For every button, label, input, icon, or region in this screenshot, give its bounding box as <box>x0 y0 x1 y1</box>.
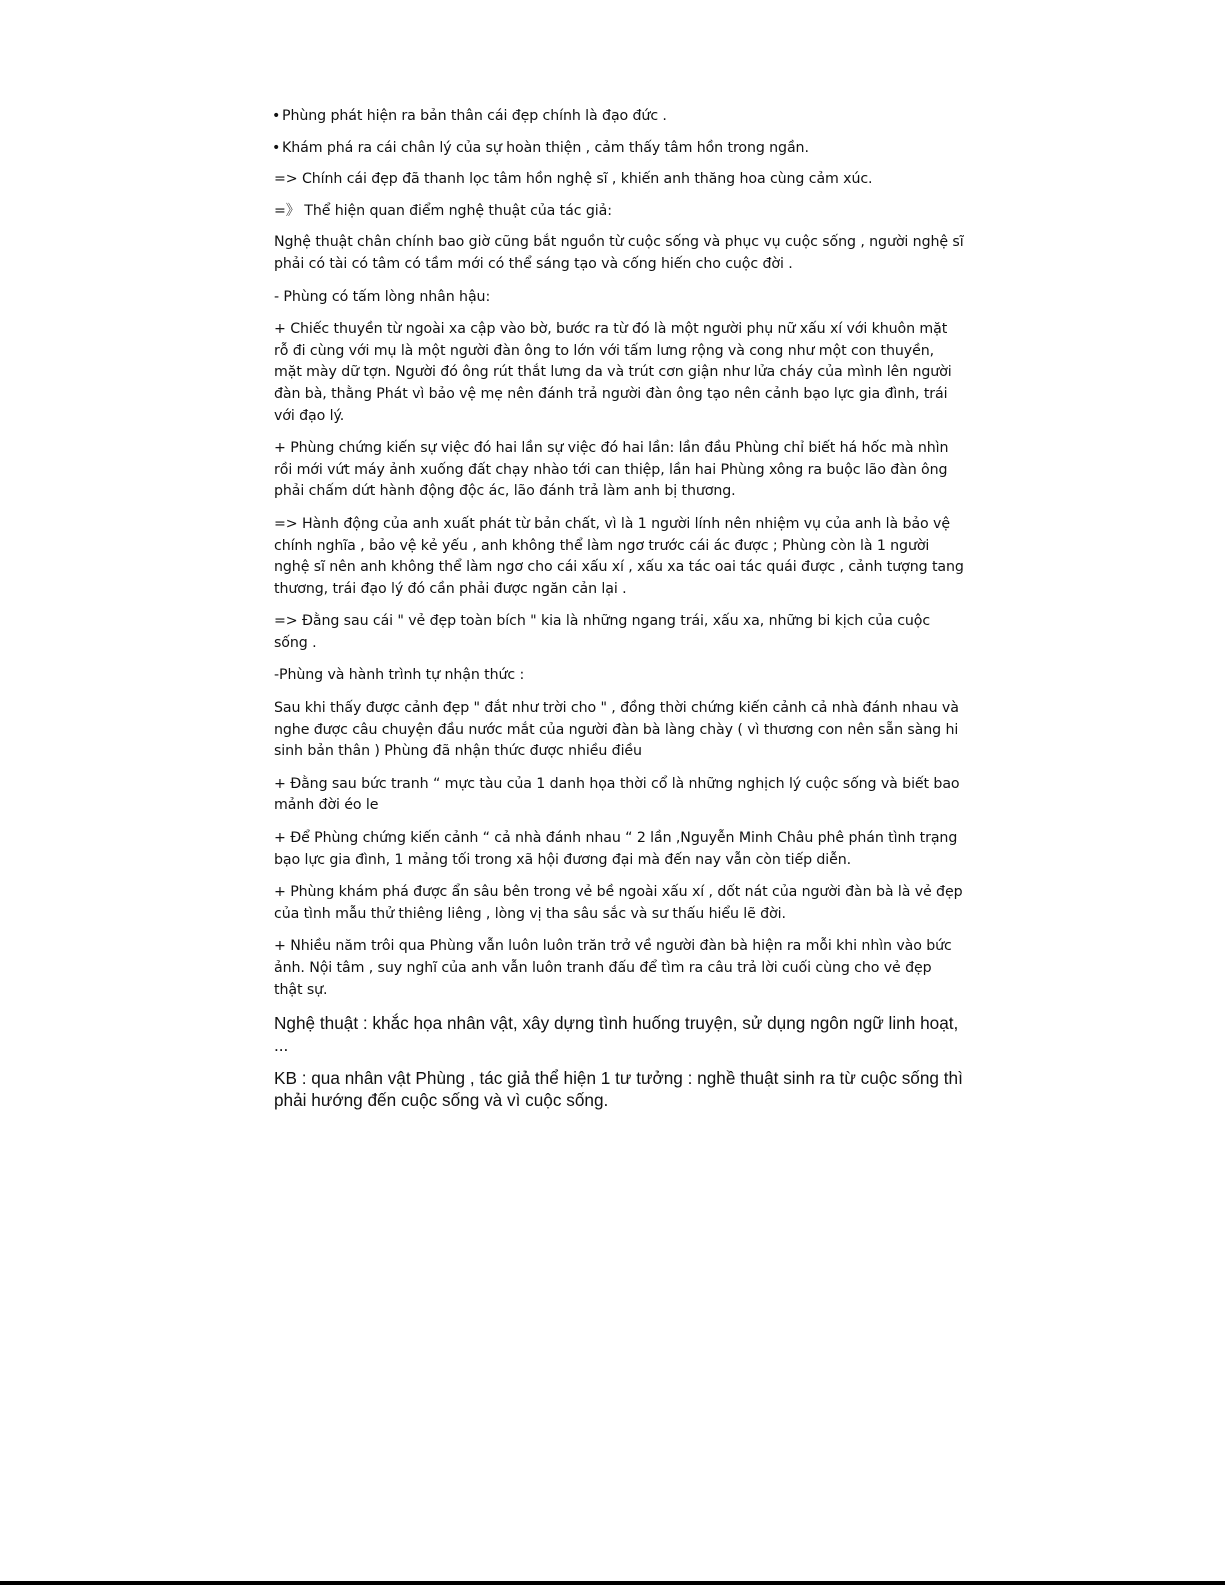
body-paragraph: + Đằng sau bức tranh “ mực tàu của 1 danh họa thời cổ là những nghịch lý cuộc sống và biết bao mảnh đời éo le <box>274 775 960 814</box>
body-paragraph: + Phùng chứng kiến sự việc đó hai lần sự việc đó hai lần: lần đầu Phùng chỉ biết há hốc mà nhìn rồi mới vứt máy ảnh xuống đất chạy nhào tới can thiệp, lần hai Phùng xông ra buộc lão đàn ông phải chấm dứt hành động độc ác, lão đánh trả làm anh bị thương. <box>274 440 949 500</box>
conclusion-paragraph: => Chính cái đẹp đã thanh lọc tâm hồn nghệ sĩ , khiến anh thăng hoa cùng cảm xúc. <box>274 171 873 188</box>
section-heading: - Phùng có tấm lòng nhân hậu: <box>274 288 491 305</box>
conclusion-paragraph: => Đằng sau cái " vẻ đẹp toàn bích " kia là những ngang trái, xấu xa, những bi kịch của cuộc sống . <box>274 613 931 651</box>
body-paragraph: Sau khi thấy được cảnh đẹp " đắt như trời cho " , đồng thời chứng kiến cảnh cả nhà đánh nhau và nghe được câu chuyện đầu nước mắt của người đàn bà làng chày ( vì thương con nên sẵn sàng hi sinh bản thân ) Phùng đã nhận thức được nhiều điều <box>274 700 959 760</box>
body-paragraph: + Để Phùng chứng kiến cảnh “ cả nhà đánh nhau “ 2 lần ,Nguyễn Minh Châu phê phán tình trạng bạo lực gia đình, 1 mảng tối trong xã hội đương đại mà đến nay vẫn còn tiếp diễn. <box>274 830 958 868</box>
body-paragraph: + Phùng khám phá được ẩn sâu bên trong vẻ bề ngoài xấu xí , dốt nát của người đàn bà là vẻ đẹp của tình mẫu thử thiêng liêng , lòng vị tha sâu sắc và sư thấu hiểu lẽ đời. <box>274 884 963 922</box>
body-paragraph: => Hành động của anh xuất phát từ bản chất, vì là 1 người lính nên nhiệm vụ của anh là bảo vệ chính nghĩa , bảo vệ kẻ yếu , anh không thể làm ngơ trước cái ác được ; Phùng còn là 1 người nghệ sĩ nên anh không thể làm ngơ cho cái xấu xí , xấu xa tác oai tác quái được , cảnh tượng tang thương, trái đạo lý đó cần phải được ngăn cản lại . <box>274 515 964 597</box>
body-paragraph: + Chiếc thuyền từ ngoài xa cập vào bờ, bước ra từ đó là một người phụ nữ xấu xí với khuôn mặt rỗ đi cùng với mụ là một người đàn ông to lớn với tấm lưng rộng và cong như một con thuyền, mặt mày dữ tợn. Người đó ông rút thắt lưng da và trút cơn giận như lửa cháy của mình lên người đàn bà, thằng Phát vì bảo vệ mẹ nên đánh trả người đàn ông tạo nên cảnh bạo lực gia đình, trái với đạo lý. <box>274 321 952 424</box>
body-paragraph: Nghệ thuật chân chính bao giờ cũng bắt nguồn từ cuộc sống và phục vụ cuộc sống , người nghệ sĩ phải có tài có tâm có tầm mới có thể sáng tạo và cống hiến cho cuộc đời . <box>274 234 964 272</box>
body-paragraph: + Nhiều năm trôi qua Phùng vẫn luôn luôn trăn trở về người đàn bà hiện ra mỗi khi nhìn vào bức ảnh. Nội tâm , suy nghĩ của anh vẫn luôn tranh đấu để tìm ra câu trả lời cuối cùng cho vẻ đẹp thật sự. <box>274 938 952 998</box>
document-body <box>274 106 964 1122</box>
section-heading: -Phùng và hành trình tự nhận thức : <box>274 667 525 684</box>
bullet-paragraph: • Khám phá ra cái chân lý của sự hoàn thiện , cảm thấy tâm hồn trong ngần. <box>274 138 964 160</box>
bottom-border <box>0 1581 1225 1585</box>
conclusion-paragraph: =》 Thể hiện quan điểm nghệ thuật của tác giả: <box>274 202 612 219</box>
bullet-paragraph: • Phùng phát hiện ra bản thân cái đẹp chính là đạo đức . <box>274 106 964 128</box>
conclusion-summary-paragraph: KB : qua nhân vật Phùng , tác giả thể hiện 1 tư tưởng : nghề thuật sinh ra từ cuộc sống thì phải hướng đến cuộc sống và vì cuộc sống. <box>274 1068 963 1111</box>
art-summary-paragraph: Nghệ thuật : khắc họa nhân vật, xây dựng tình huống truyện, sử dụng ngôn ngữ linh hoạt, ... <box>274 1013 959 1056</box>
